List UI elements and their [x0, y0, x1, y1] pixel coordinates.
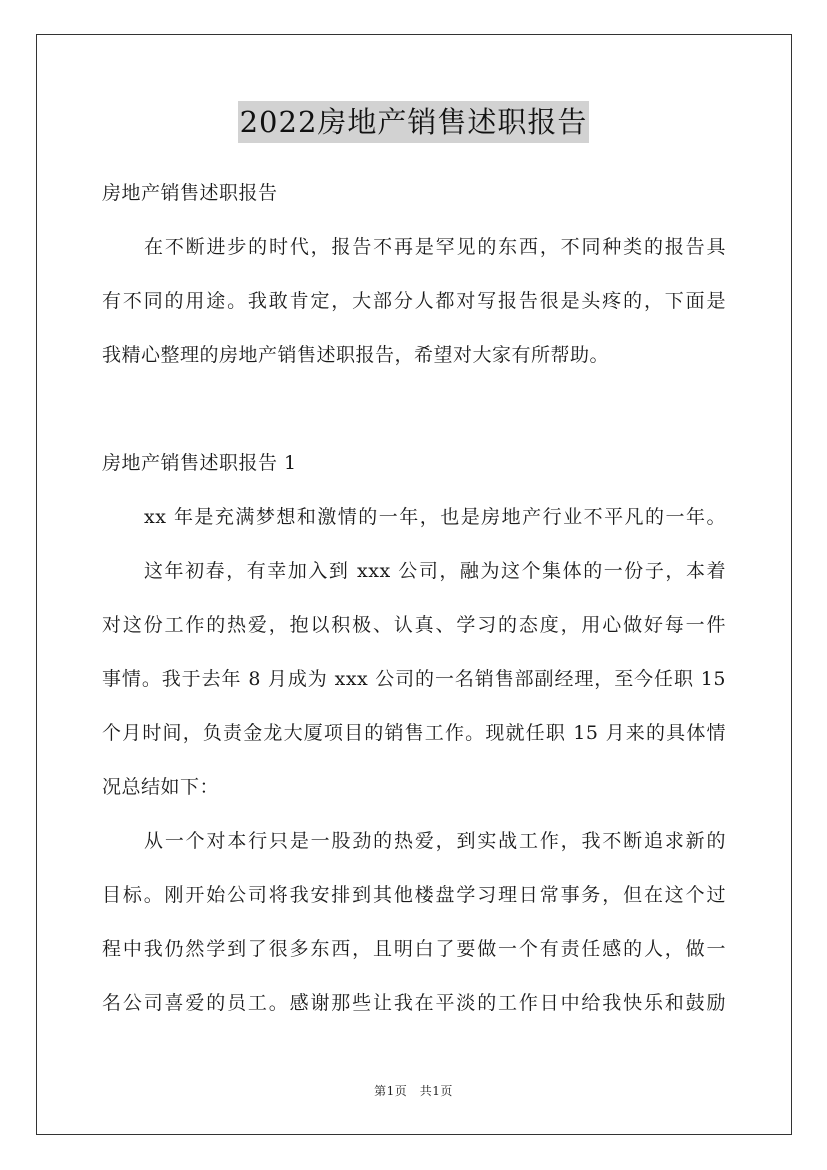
body-line: 程中我仍然学到了很多东西，且明白了要做一个有责任感的人，做一 — [102, 938, 726, 960]
document-title: 2022房地产销售述职报告 — [238, 101, 590, 143]
body-line: 名公司喜爱的员工。感谢那些让我在平淡的工作日中给我快乐和鼓励 — [102, 992, 726, 1014]
body-line: 目标。刚开始公司将我安排到其他楼盘学习理日常事务，但在这个过 — [102, 884, 726, 906]
body-line: 个月时间，负责金龙大厦项目的销售工作。现就任职 15 月来的具体情 — [102, 722, 726, 744]
page-number-footer: 第1页 共1页 — [374, 1084, 453, 1098]
body-line: 这年初春，有幸加入到 xxx 公司，融为这个集体的一份子，本着 — [144, 560, 726, 582]
document-heading: 房地产销售述职报告 — [102, 182, 278, 204]
intro-line: 我精心整理的房地产销售述职报告，希望对大家有所帮助。 — [102, 344, 610, 366]
body-line: 事情。我于去年 8 月成为 xxx 公司的一名销售部副经理，至今任职 15 — [102, 668, 726, 690]
title-container — [0, 101, 827, 143]
body-line: 从一个对本行只是一股劲的热爱，到实战工作，我不断追求新的 — [144, 830, 726, 852]
body-line: 对这份工作的热爱，抱以积极、认真、学习的态度，用心做好每一件 — [102, 614, 726, 636]
intro-line: 有不同的用途。我敢肯定，大部分人都对写报告很是头疼的，下面是 — [102, 290, 726, 312]
intro-line: 在不断进步的时代，报告不再是罕见的东西，不同种类的报告具 — [144, 236, 726, 258]
body-line: xx 年是充满梦想和激情的一年，也是房地产行业不平凡的一年。 — [144, 506, 726, 528]
body-line: 况总结如下： — [102, 776, 220, 798]
section-heading: 房地产销售述职报告 1 — [102, 452, 297, 474]
